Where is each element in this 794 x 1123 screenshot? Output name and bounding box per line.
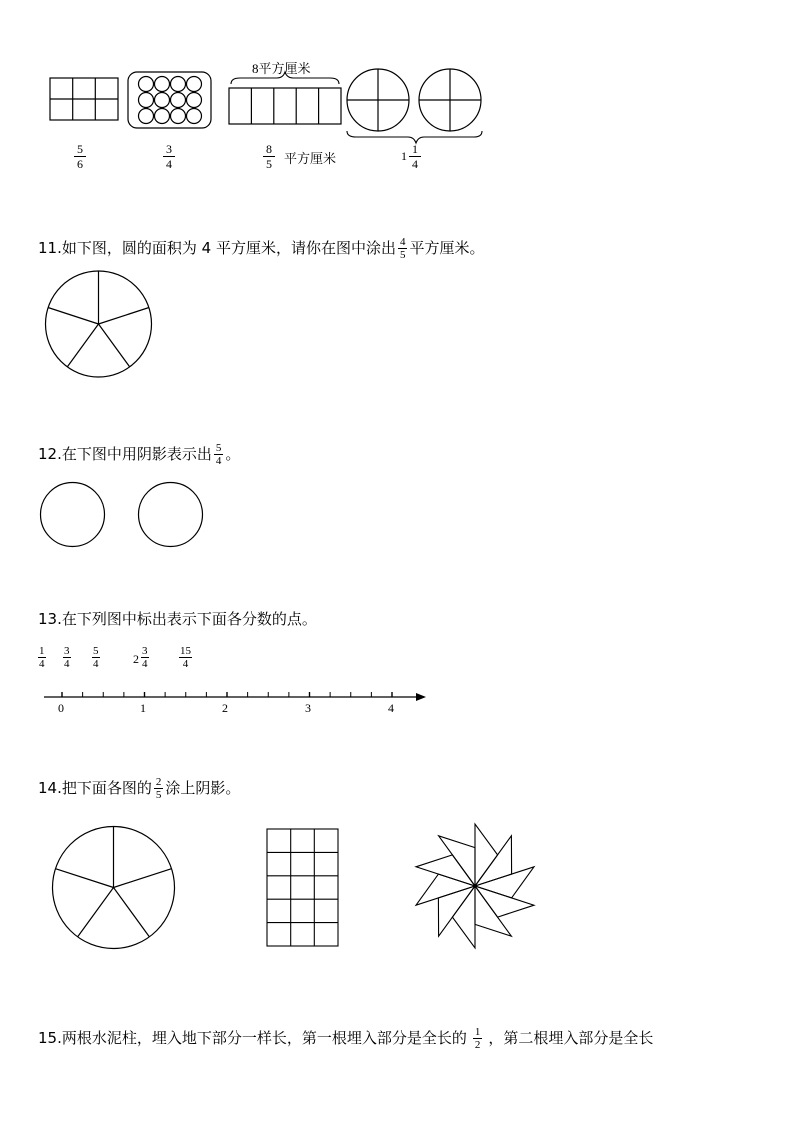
question-text: .把下面各图的: [57, 779, 152, 797]
pinwheel-blade: [475, 886, 511, 936]
target-fraction-4: $\frac{3}{4}$: [142, 645, 148, 670]
pinwheel-blade: [416, 874, 475, 905]
top-figures: [0, 0, 794, 140]
target-fraction-3: $\frac{5}{4}$: [93, 645, 99, 670]
question-text: .如下图，圆的面积为 4 平方厘米，请你在图中涂出: [57, 239, 396, 257]
target-fraction-2: $\frac{3}{4}$: [64, 645, 70, 670]
question-text: .在下列图中标出表示下面各分数的点。: [57, 610, 317, 628]
question-text-end: 平方厘米。: [409, 239, 485, 257]
label-strip-fraction: $\frac{8}{5}$: [263, 142, 275, 171]
quartered-circles-figure: [347, 69, 481, 131]
question-number: 11: [38, 239, 58, 257]
fraction: $\frac{4}{5}$: [399, 236, 406, 261]
question-text: .两根水泥柱，埋入地下部分一样长，第一根埋入部分是全长的: [57, 1029, 467, 1047]
label-grid-fraction: $\frac{5}{6}$: [74, 142, 86, 171]
q14-circle-five-parts: [45, 820, 185, 960]
pinwheel-blade: [475, 824, 498, 886]
label-circles-fraction: $\frac{1}{4}$: [409, 142, 421, 171]
pinwheel-blade: [475, 886, 534, 917]
fraction: $\frac{1}{2}$: [474, 1026, 481, 1051]
axis-label-1: 1: [140, 701, 146, 715]
strip-figure: [229, 88, 341, 124]
fraction: $\frac{5}{4}$: [215, 442, 222, 467]
label-balls-fraction: $\frac{3}{4}$: [163, 142, 175, 171]
axis-label-3: 3: [305, 701, 311, 715]
question-11: [38, 236, 484, 261]
axis-label-4: 4: [388, 701, 394, 715]
question-number: 13: [38, 610, 58, 628]
number-line: [30, 685, 430, 725]
question-number: 14: [38, 779, 58, 797]
label-circles-whole: 1: [401, 149, 407, 163]
pinwheel-blade: [416, 855, 475, 886]
target-fraction-1: $\frac{1}{4}$: [39, 645, 45, 670]
pinwheel-blade: [475, 867, 534, 898]
question-text: .在下图中用阴影表示出: [57, 445, 212, 463]
question-14: [38, 776, 240, 801]
axis-label-0: 0: [58, 701, 64, 715]
question-12: [38, 442, 240, 467]
q11-circle-five-parts: [40, 265, 160, 385]
question-text-end: ，第二根埋入部分是全长: [488, 1029, 654, 1047]
question-number: 12: [38, 445, 58, 463]
target-fraction-4-whole: 2: [133, 652, 139, 666]
question-number: 15: [38, 1029, 58, 1047]
axis-label-2: 2: [222, 701, 228, 715]
q14-grid-rectangle: [262, 825, 342, 950]
question-text-end: 。: [225, 445, 241, 463]
balls-box-figure: [128, 72, 211, 128]
pinwheel-blade: [452, 886, 475, 948]
question-text-end: 涂上阴影。: [165, 779, 241, 797]
q12-circles: [30, 475, 230, 555]
grid-rectangle-figure: [50, 78, 118, 120]
question-13: [38, 609, 317, 629]
pinwheel-blade: [438, 886, 475, 936]
fraction: $\frac{2}{5}$: [155, 776, 162, 801]
label-strip-unit: 平方厘米: [284, 151, 337, 166]
pinwheel-blade: [475, 836, 512, 886]
brace-label: 8平方厘米: [252, 61, 311, 76]
q14-pinwheel: [407, 822, 547, 947]
target-fraction-5: $\frac{15}{4}$: [180, 645, 191, 670]
question-15: [38, 1026, 653, 1051]
pinwheel-blade: [439, 836, 475, 886]
